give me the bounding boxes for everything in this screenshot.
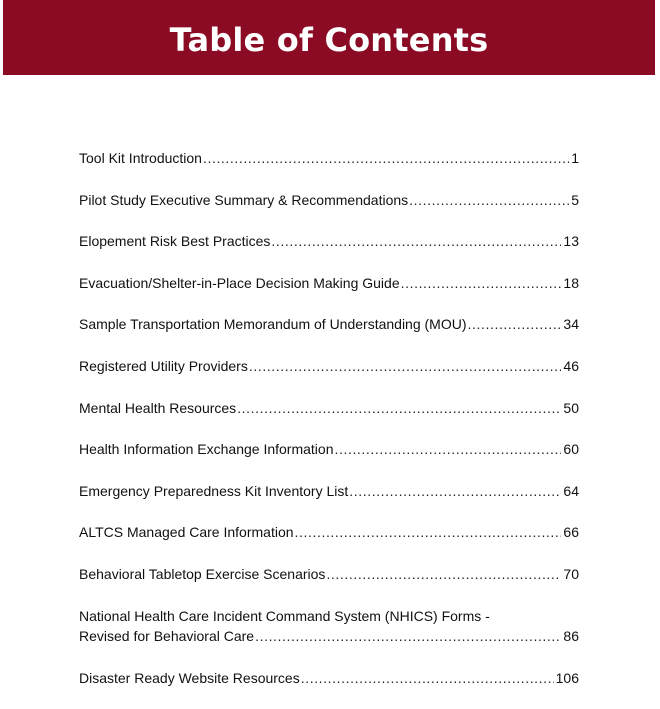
page-title: Table of Contents <box>169 20 489 59</box>
toc-page-number: 50 <box>563 399 579 416</box>
toc-entry[interactable] <box>79 606 579 668</box>
toc-entry-title-line1: National Health Care Incident Command System (NHICS) Forms - <box>79 607 490 624</box>
toc-entry[interactable] <box>79 398 579 440</box>
toc-entry-title: Health Information Exchange Information <box>79 441 334 458</box>
toc-entry[interactable] <box>79 148 579 190</box>
toc-page-number: 1 <box>571 150 579 166</box>
header-banner <box>3 0 655 75</box>
toc-entry[interactable] <box>79 522 579 564</box>
toc-entry-title: ALTCS Managed Care Information <box>79 524 294 541</box>
toc-page-number: 46 <box>563 357 579 374</box>
toc-page-number: 64 <box>563 482 579 499</box>
toc-dot-leader <box>295 522 562 542</box>
toc-entry[interactable] <box>79 481 579 523</box>
toc-entry-title: Emergency Preparedness Kit Inventory List <box>79 482 349 499</box>
toc-entry-title: Mental Health Resources <box>79 399 237 416</box>
toc-dot-leader <box>255 626 561 646</box>
toc-page-number: 86 <box>563 627 579 644</box>
toc-entry-title: Pilot Study Executive Summary & Recommendations <box>79 191 409 208</box>
toc-dot-leader <box>401 273 562 293</box>
toc-entry[interactable] <box>79 564 579 606</box>
toc-page-number: 18 <box>563 274 579 291</box>
toc-entry-title: Tool Kit Introduction <box>79 150 202 166</box>
toc-entry[interactable] <box>79 314 579 356</box>
toc-page-number: 106 <box>555 669 579 686</box>
toc-dot-leader <box>271 231 561 251</box>
toc-entry-title: Registered Utility Providers <box>79 357 248 374</box>
toc-entry-title-line2: Revised for Behavioral Care <box>79 627 255 644</box>
toc-entry[interactable] <box>79 273 579 315</box>
toc-dot-leader <box>409 190 569 210</box>
toc-dot-leader <box>326 564 561 584</box>
toc-dot-leader <box>203 148 569 168</box>
toc-dot-leader <box>349 481 561 501</box>
toc-entry-title: Elopement Risk Best Practices <box>79 233 271 250</box>
toc-entry-title: Evacuation/Shelter-in-Place Decision Making Guide <box>79 274 400 291</box>
toc-page-number: 60 <box>563 441 579 458</box>
toc-entry-title: Sample Transportation Memorandum of Understanding (MOU) <box>79 316 467 333</box>
toc-page-number: 13 <box>563 233 579 250</box>
toc-entry[interactable] <box>79 439 579 481</box>
toc-entry[interactable] <box>79 356 579 398</box>
toc-page-number: 34 <box>563 316 579 333</box>
toc-page-number: 5 <box>571 191 579 208</box>
toc-dot-leader <box>468 314 562 334</box>
toc-page-number: 70 <box>563 565 579 582</box>
toc-entry-title: Behavioral Tabletop Exercise Scenarios <box>79 565 326 582</box>
toc-page-number: 66 <box>563 524 579 541</box>
toc-entry[interactable] <box>79 668 579 709</box>
table-of-contents <box>79 148 579 709</box>
toc-entry[interactable] <box>79 190 579 232</box>
toc-entry[interactable] <box>79 231 579 273</box>
toc-dot-leader <box>237 398 561 418</box>
toc-dot-leader <box>301 668 554 688</box>
toc-entry-title: Disaster Ready Website Resources <box>79 669 300 686</box>
toc-dot-leader <box>334 439 561 459</box>
toc-dot-leader <box>249 356 562 376</box>
